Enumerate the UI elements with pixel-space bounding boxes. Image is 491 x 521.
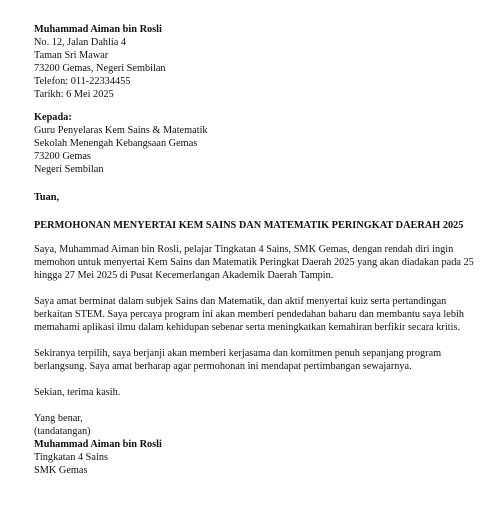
body-paragraph-1: Saya, Muhammad Aiman bin Rosli, pelajar Tingkatan 4 Sains, SMK Gemas, dengan rendah diri ingin memohon untuk menyertai Kem Sains dan Matematik Peringkat Daerah 2025 yang akan diadakan pada 25 hingga 27 Mei 2025 di Pusat Kecemerlangan Akademik Daerah Tampin. bbox=[34, 244, 474, 281]
closing-thanks: Sekian, terima kasih. bbox=[34, 387, 121, 398]
sender-address-line1: No. 12, Jalan Dahlia 4 bbox=[34, 37, 127, 48]
sender-address-line3: 73200 Gemas, Negeri Sembilan bbox=[34, 63, 166, 74]
sender-phone: Telefon: 011-22334455 bbox=[34, 76, 131, 87]
recipient-block bbox=[34, 111, 481, 176]
closing-regards: Yang benar, bbox=[34, 413, 83, 424]
letter-date: Tarikh: 6 Mei 2025 bbox=[34, 89, 114, 100]
recipient-heading: Kepada: bbox=[34, 112, 72, 123]
signature-note: (tandatangan) bbox=[34, 426, 91, 437]
letter-subject: PERMOHONAN MENYERTAI KEM SAINS DAN MATEMATIK PERINGKAT DAERAH 2025 bbox=[34, 220, 464, 231]
salutation: Tuan, bbox=[34, 192, 60, 203]
signatory-class: Tingkatan 4 Sains bbox=[34, 452, 108, 463]
signatory-school: SMK Gemas bbox=[34, 465, 88, 476]
recipient-line1: Guru Penyelaras Kem Sains & Matematik bbox=[34, 125, 208, 136]
body-paragraph-3: Sekiranya terpilih, saya berjanji akan memberi kerjasama dan komitmen penuh sepanjang program berlangsung. Saya amat berharap agar permohonan ini mendapat pertimbangan sewajarnya. bbox=[34, 348, 442, 372]
sender-address-line2: Taman Sri Mawar bbox=[34, 50, 109, 61]
signatory-name: Muhammad Aiman bin Rosli bbox=[34, 439, 162, 450]
sender-block bbox=[34, 23, 481, 101]
recipient-line3: 73200 Gemas bbox=[34, 151, 91, 162]
signature-block bbox=[34, 412, 481, 477]
body-paragraph-2: Saya amat berminat dalam subjek Sains dan Matematik, dan aktif menyertai kuiz serta pertandingan berkaitan STEM. Saya percaya program ini akan memberi pendedahan baharu dan membantu saya lebih memahami aplikasi ilmu dalam kehidupan sebenar serta meningkatkan kemahiran berfikir secara kritis. bbox=[34, 296, 465, 333]
recipient-line2: Sekolah Menengah Kebangsaan Gemas bbox=[34, 138, 198, 149]
sender-name: Muhammad Aiman bin Rosli bbox=[34, 24, 162, 35]
recipient-line4: Negeri Sembilan bbox=[34, 164, 104, 175]
